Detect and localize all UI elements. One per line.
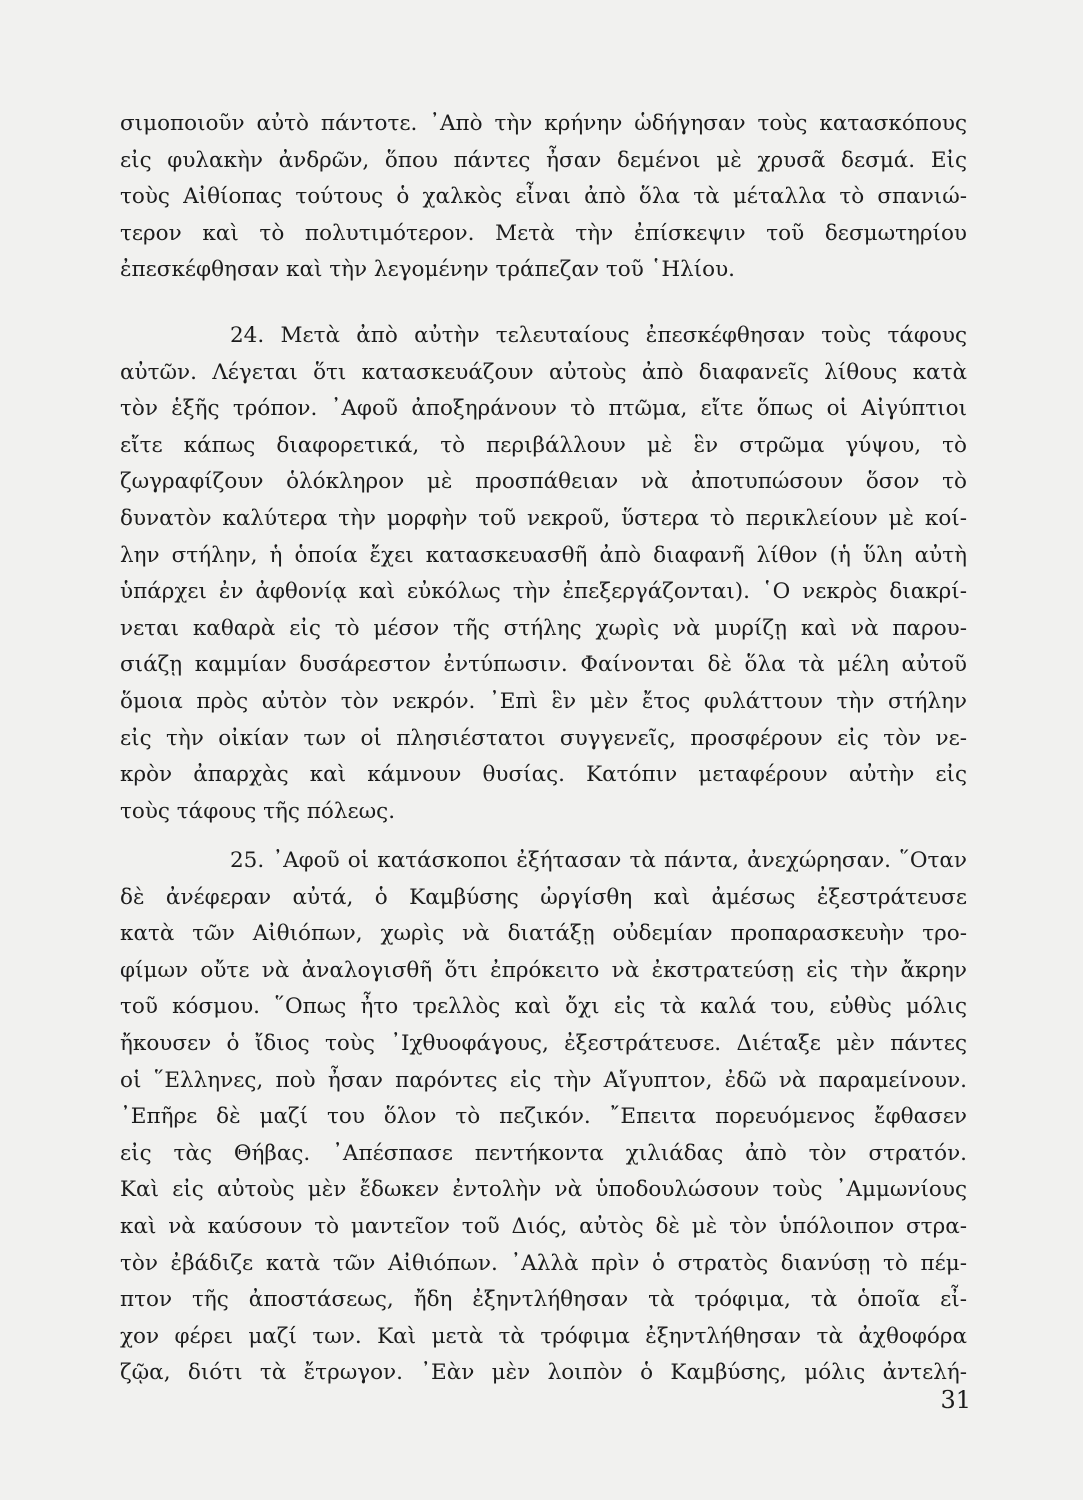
text-line: τοῦ κόσμου. ῞Οπως ἦτο τρελλὸς καὶ ὄχι εἰς τὰ καλά του, εὐθὺς μόλις: [120, 994, 967, 1020]
text-line: δὲ ἀνέφεραν αὐτά, ὁ Καμβύσης ὠργίσθη καὶ ἀμέσως ἐξεστράτευσε: [120, 884, 967, 910]
text-line: δυνατὸν καλύτερα τὴν μορφὴν τοῦ νεκροῦ, ὕστερα τὸ περικλείουν μὲ κοί-: [120, 505, 967, 531]
text-line: 25. ᾿Αφοῦ οἱ κατάσκοποι ἐξήτασαν τὰ πάντα, ἀνεχώρησαν. ῞Οταν: [230, 848, 967, 873]
text-line: καὶ νὰ καύσουν τὸ μαντεῖον τοῦ Διός, αὐτὸς δὲ μὲ τὸν ὑπόλοιπον στρα-: [120, 1213, 967, 1239]
text-line: ᾿Επῆρε δὲ μαζί του ὅλον τὸ πεζικόν. ῎Επειτα πορευόμενος ἔφθασεν: [120, 1104, 967, 1130]
paragraph-25: [120, 843, 967, 1392]
text-line: 24. Μετὰ ἀπὸ αὐτὴν τελευταίους ἐπεσκέφθησαν τοὺς τάφους: [230, 323, 967, 348]
text-line: νεται καθαρὰ εἰς τὸ μέσον τῆς στήλης χωρὶς νὰ μυρίζῃ καὶ νὰ παρου-: [120, 615, 967, 641]
text-line: τὸν ἑξῆς τρόπον. ᾿Αφοῦ ἀποξηράνουν τὸ πτῶμα, εἴτε ὅπως οἱ Αἰγύπτιοι: [120, 396, 967, 422]
text-line: ζωγραφίζουν ὁλόκληρον μὲ προσπάθειαν νὰ ἀποτυπώσουν ὅσον τὸ: [120, 469, 967, 495]
text-line: φίμων οὔτε νὰ ἀναλογισθῆ ὅτι ἐπρόκειτο νὰ ἐκστρατεύσῃ εἰς τὴν ἄκρην: [120, 957, 967, 983]
text-line: εἴτε κάπως διαφορετικά, τὸ περιβάλλουν μὲ ἓν στρῶμα γύψου, τὸ: [120, 432, 967, 458]
text-line: χον φέρει μαζί των. Καὶ μετὰ τὰ τρόφιμα ἐξηντλήθησαν τὰ ἀχθοφόρα: [120, 1323, 967, 1349]
text-line: κατὰ τῶν Αἰθιόπων, χωρὶς νὰ διατάξῃ οὐδεμίαν προπαρασκευὴν τρο-: [120, 921, 967, 947]
text-line: ἐπεσκέφθησαν καὶ τὴν λεγομένην τράπεζαν τοῦ ῾Ηλίου.: [120, 257, 736, 283]
text-line: σιάζῃ καμμίαν δυσάρεστον ἐντύπωσιν. Φαίνονται δὲ ὅλα τὰ μέλη αὐτοῦ: [120, 652, 967, 678]
text-line: τοὺς τάφους τῆς πόλεως.: [120, 798, 396, 824]
text-line: Καὶ εἰς αὐτοὺς μὲν ἔδωκεν ἐντολὴν νὰ ὑποδουλώσουν τοὺς ᾿Αμμωνίους: [120, 1177, 967, 1203]
text-line: οἱ ῞Ελληνες, ποὺ ἦσαν παρόντες εἰς τὴν Αἴγυπτον, ἐδῶ νὰ παραμείνουν.: [120, 1067, 967, 1093]
text-line: τερον καὶ τὸ πολυτιμότερον. Μετὰ τὴν ἐπίσκεψιν τοῦ δεσμωτηρίου: [120, 220, 967, 246]
text-line: ὅμοια πρὸς αὐτὸν τὸν νεκρόν. ᾿Επὶ ἓν μὲν ἔτος φυλάττουν τὴν στήλην: [120, 688, 967, 714]
text-line: λην στήλην, ἡ ὁποία ἔχει κατασκευασθῆ ἀπὸ διαφανῆ λίθον (ἡ ὕλη αὐτὴ: [120, 542, 967, 568]
text-line: κρὸν ἀπαρχὰς καὶ κάμνουν θυσίας. Κατόπιν μεταφέρουν αὐτὴν εἰς: [120, 762, 967, 788]
text-line: ἤκουσεν ὁ ἴδιος τοὺς ᾿Ιχθυοφάγους, ἐξεστράτευσε. Διέταξε μὲν πάντες: [120, 1030, 967, 1056]
text-line: αὐτῶν. Λέγεται ὅτι κατασκευάζουν αὐτοὺς ἀπὸ διαφανεῖς λίθους κατὰ: [120, 359, 967, 385]
paragraph-continuation: [120, 106, 967, 289]
page-number: 31: [940, 1386, 971, 1414]
text-line: σιμοποιοῦν αὐτὸ πάντοτε. ᾿Απὸ τὴν κρήνην ὡδήγησαν τοὺς κατασκόπους: [120, 111, 967, 136]
text-line: εἰς φυλακὴν ἀνδρῶν, ὅπου πάντες ἦσαν δεμένοι μὲ χρυσᾶ δεσμά. Εἰς: [120, 147, 967, 173]
text-line: τοὺς Αἰθίοπας τούτους ὁ χαλκὸς εἶναι ἀπὸ ὅλα τὰ μέταλλα τὸ σπανιώ-: [120, 184, 967, 210]
text-line: ζῷα, διότι τὰ ἔτρωγον. ᾿Εὰν μὲν λοιπὸν ὁ Καμβύσης, μόλις ἀντελή-: [120, 1360, 967, 1386]
text-line: ὑπάρχει ἐν ἀφθονίᾳ καὶ εὐκόλως τὴν ἐπεξεργάζονται). ῾Ο νεκρὸς διακρί-: [120, 579, 967, 605]
text-line: εἰς τὴν οἰκίαν των οἱ πλησιέστατοι συγγενεῖς, προσφέρουν εἰς τὸν νε-: [120, 725, 967, 751]
paragraph-24: [120, 318, 967, 830]
text-line: πτον τῆς ἀποστάσεως, ἤδη ἐξηντλήθησαν τὰ τρόφιμα, τὰ ὁποῖα εἶ-: [120, 1287, 967, 1313]
text-line: τὸν ἐβάδιζε κατὰ τῶν Αἰθιόπων. ᾿Αλλὰ πρὶν ὁ στρατὸς διανύσῃ τὸ πέμ-: [120, 1250, 967, 1276]
text-line: εἰς τὰς Θήβας. ᾿Απέσπασε πεντήκοντα χιλιάδας ἀπὸ τὸν στρατόν.: [120, 1140, 967, 1166]
